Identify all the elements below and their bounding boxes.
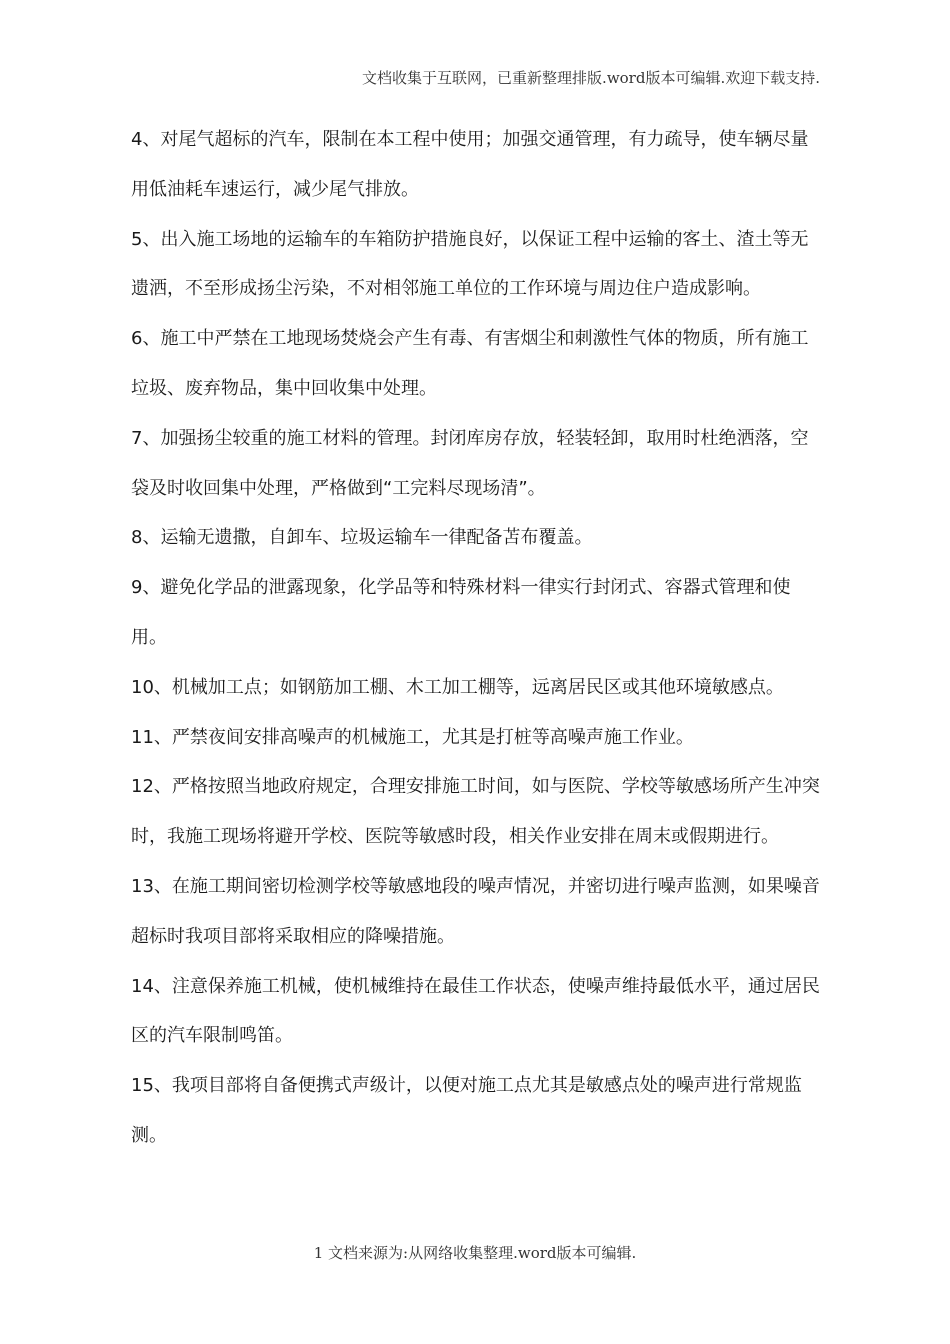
- paragraph-4: 4、对尾气超标的汽车，限制在本工程中使用；加强交通管理，有力疏导，使车辆尽量用低油耗车速运行，减少尾气排放。: [131, 129, 809, 200]
- paragraph-12: 12、严格按照当地政府规定，合理安排施工时间，如与医院、学校等敏感场所产生冲突时，我施工现场将避开学校、医院等敏感时段，相关作业安排在周末或假期进行。: [131, 776, 820, 848]
- paragraph-15: 15、我项目部将自备便携式声级计，以便对施工点尤其是敏感点处的噪声进行常规监测。: [131, 1075, 802, 1146]
- paragraph-10: 10、机械加工点；如钢筋加工棚、木工加工棚等，远离居民区或其他环境敏感点。: [131, 676, 784, 698]
- paragraph-14: 14、注意保养施工机械，使机械维持在最佳工作状态，使噪声维持最低水平，通过居民区的汽车限制鸣笛。: [131, 975, 820, 1047]
- paragraph-8: 8、运输无遗撒，自卸车、垃圾运输车一律配备苫布覆盖。: [131, 527, 593, 549]
- paragraph-6: 6、施工中严禁在工地现场焚烧会产生有毒、有害烟尘和刺激性气体的物质，所有施工垃圾、废弃物品，集中回收集中处理。: [131, 328, 809, 399]
- paragraph-11: 11、严禁夜间安排高噪声的机械施工，尤其是打桩等高噪声施工作业。: [131, 726, 694, 748]
- paragraph-9: 9、避免化学品的泄露现象，化学品等和特殊材料一律实行封闭式、容器式管理和使用。: [131, 577, 791, 648]
- paragraph-5: 5、出入施工场地的运输车的车箱防护措施良好，以保证工程中运输的客土、渣土等无遗洒，不至形成扬尘污染，不对相邻施工单位的工作环境与周边住户造成影响。: [131, 228, 809, 300]
- paragraph-7: 7、加强扬尘较重的施工材料的管理。封闭库房存放，轻装轻卸，取用时杜绝洒落，空袋及时收回集中处理，严格做到“工完料尽现场清”。: [131, 427, 809, 499]
- document-body: [131, 115, 823, 1161]
- page-header: 文档收集于互联网，已重新整理排版.word版本可编辑.欢迎下载支持.: [362, 69, 820, 87]
- page-footer: 1 文档来源为:从网络收集整理.word版本可编辑.: [313, 1244, 637, 1262]
- paragraph-13: 13、在施工期间密切检测学校等敏感地段的噪声情况，并密切进行噪声监测，如果噪音超标时我项目部将采取相应的降噪措施。: [131, 875, 820, 947]
